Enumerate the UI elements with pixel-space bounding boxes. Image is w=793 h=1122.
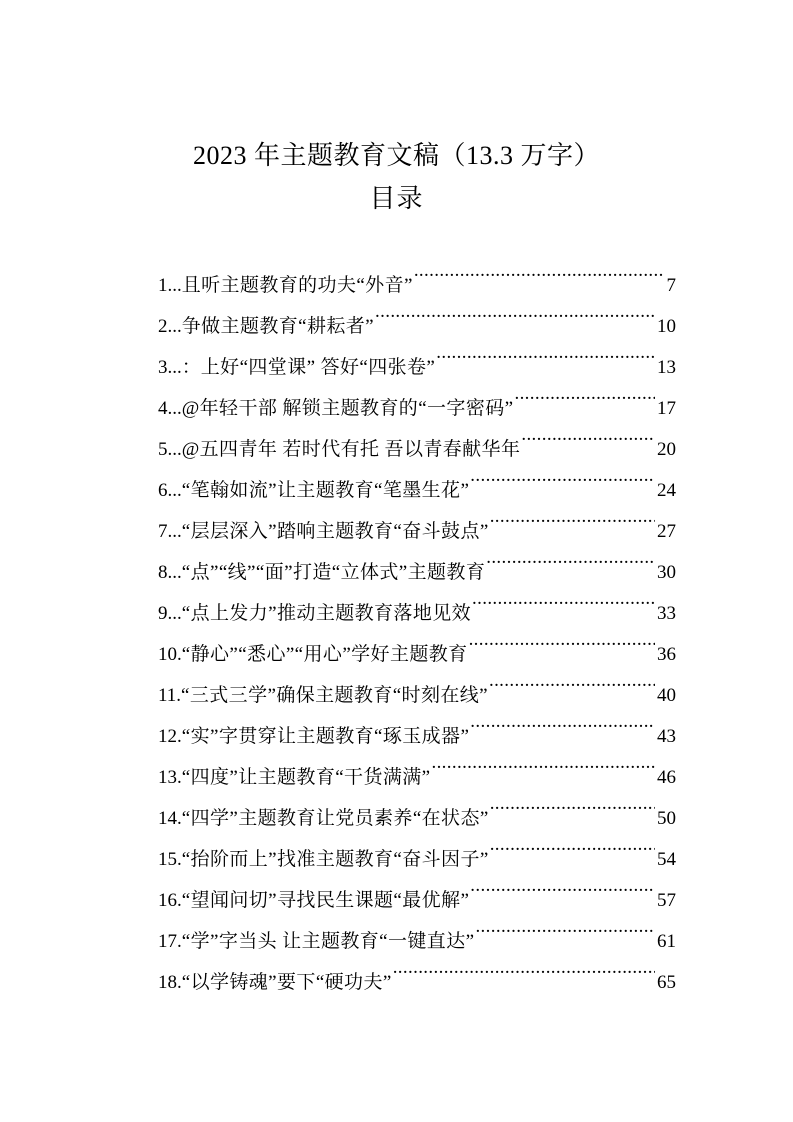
- toc-entry[interactable]: [158, 306, 676, 347]
- toc-entry-title: “抬阶而上”找准主题教育“奋斗因子”: [181, 849, 489, 870]
- toc-entry[interactable]: [158, 962, 676, 1003]
- toc-entry[interactable]: [158, 634, 676, 675]
- table-of-contents: [158, 265, 676, 1003]
- toc-leader-dots: [470, 887, 655, 906]
- toc-leader-dots: [470, 477, 655, 496]
- toc-leader-dots: [490, 846, 655, 865]
- toc-leader-dots: [393, 969, 655, 988]
- toc-entry-title: 且听主题教育的功夫“外音”: [181, 275, 413, 296]
- toc-entry[interactable]: [158, 839, 676, 880]
- toc-entry-title: 上好“四堂课” 答好“四张卷”: [200, 357, 436, 378]
- toc-leader-dots: [469, 641, 655, 660]
- toc-entry[interactable]: [158, 798, 676, 839]
- toc-entry-number: 4...: [158, 398, 182, 419]
- toc-entry-title: “以学铸魂”要下“硬功夫”: [181, 972, 392, 993]
- toc-entry-page-number: 54: [657, 849, 676, 870]
- toc-leader-dots: [490, 518, 655, 537]
- toc-entry-page-number: 30: [657, 562, 676, 583]
- toc-entry-page-number: 50: [657, 808, 676, 829]
- toc-entry-number: 16.: [158, 890, 182, 911]
- toc-entry-title: “点”“线”“面”打造“立体式”主题教育: [181, 562, 486, 583]
- toc-entry-number: 13.: [158, 767, 182, 788]
- toc-entry-number: 8...: [158, 562, 182, 583]
- toc-entry-title: “学”字当头 让主题教育“一键直达”: [181, 931, 475, 952]
- toc-entry-page-number: 27: [657, 521, 676, 542]
- toc-entry-page-number: 36: [657, 644, 676, 665]
- toc-entry-number: 18.: [158, 972, 182, 993]
- toc-entry-number: 1...: [158, 275, 182, 296]
- toc-entry-number: 7...: [158, 521, 182, 542]
- toc-entry-title: @五四青年 若时代有托 吾以青春献华年: [181, 439, 521, 460]
- toc-entry[interactable]: [158, 880, 676, 921]
- toc-leader-dots: [475, 928, 655, 947]
- toc-entry-page-number: 10: [657, 316, 676, 337]
- toc-entry-number: 17.: [158, 931, 182, 952]
- toc-entry-page-number: 7: [666, 275, 676, 296]
- toc-entry-page-number: 65: [657, 972, 676, 993]
- toc-entry-page-number: 43: [657, 726, 676, 747]
- toc-entry-number: 9...: [158, 603, 182, 624]
- toc-entry[interactable]: [158, 347, 676, 388]
- toc-entry[interactable]: [158, 388, 676, 429]
- toc-leader-dots: [514, 395, 655, 414]
- toc-entry-title: “实”字贯穿让主题教育“琢玉成器”: [181, 726, 470, 747]
- toc-entry-number: 14.: [158, 808, 182, 829]
- toc-entry[interactable]: [158, 921, 676, 962]
- toc-entry-title: “层层深入”踏响主题教育“奋斗鼓点”: [181, 521, 489, 542]
- toc-entry-title: 争做主题教育“耕耘者”: [181, 316, 375, 337]
- toc-entry-title: “四度”让主题教育“干货满满”: [181, 767, 431, 788]
- toc-entry-page-number: 40: [657, 685, 676, 706]
- toc-entry-page-number: 17: [657, 398, 676, 419]
- toc-leader-dots: [486, 559, 655, 578]
- toc-leader-dots: [431, 764, 655, 783]
- page-title: 2023 年主题教育文稿（13.3 万字）: [192, 141, 600, 170]
- toc-entry[interactable]: [158, 511, 676, 552]
- toc-entry[interactable]: [158, 675, 676, 716]
- toc-leader-dots: [490, 805, 655, 824]
- toc-entry-number: 2...: [158, 316, 182, 337]
- toc-entry-page-number: 20: [657, 439, 676, 460]
- title-block: [0, 136, 793, 219]
- toc-entry-page-number: 33: [657, 603, 676, 624]
- toc-leader-dots: [414, 272, 665, 291]
- toc-entry-number: 5...: [158, 439, 182, 460]
- toc-entry[interactable]: [158, 757, 676, 798]
- toc-entry-page-number: 13: [657, 357, 676, 378]
- toc-entry-title: “三式三学”确保主题教育“时刻在线”: [181, 685, 488, 706]
- toc-entry[interactable]: [158, 552, 676, 593]
- toc-entry[interactable]: [158, 429, 676, 470]
- toc-entry[interactable]: [158, 265, 676, 306]
- toc-entry-number: 3...：: [158, 357, 201, 378]
- toc-entry-title: “点上发力”推动主题教育落地见效: [181, 603, 472, 624]
- toc-leader-dots: [472, 600, 655, 619]
- toc-entry[interactable]: [158, 716, 676, 757]
- toc-entry[interactable]: [158, 470, 676, 511]
- table-of-contents-heading: 目录: [369, 184, 424, 213]
- toc-entry-title: “望闻问切”寻找民生课题“最优解”: [181, 890, 470, 911]
- toc-entry-title: @年轻干部 解锁主题教育的“一字密码”: [181, 398, 514, 419]
- toc-entry-page-number: 57: [657, 890, 676, 911]
- toc-entry-title: “静心”“悉心”“用心”学好主题教育: [181, 644, 468, 665]
- toc-leader-dots: [375, 313, 655, 332]
- toc-leader-dots: [436, 354, 655, 373]
- toc-entry-number: 12.: [158, 726, 182, 747]
- toc-leader-dots: [489, 682, 655, 701]
- toc-entry-page-number: 24: [657, 480, 676, 501]
- toc-entry[interactable]: [158, 593, 676, 634]
- toc-entry-number: 6...: [158, 480, 182, 501]
- toc-leader-dots: [521, 436, 655, 455]
- toc-entry-number: 11.: [158, 685, 182, 706]
- toc-entry-title: “笔翰如流”让主题教育“笔墨生花”: [181, 480, 470, 501]
- toc-entry-page-number: 61: [657, 931, 676, 952]
- toc-entry-page-number: 46: [657, 767, 676, 788]
- toc-entry-number: 10.: [158, 644, 182, 665]
- toc-entry-title: “四学”主题教育让党员素养“在状态”: [181, 808, 489, 829]
- toc-entry-number: 15.: [158, 849, 182, 870]
- toc-leader-dots: [470, 723, 655, 742]
